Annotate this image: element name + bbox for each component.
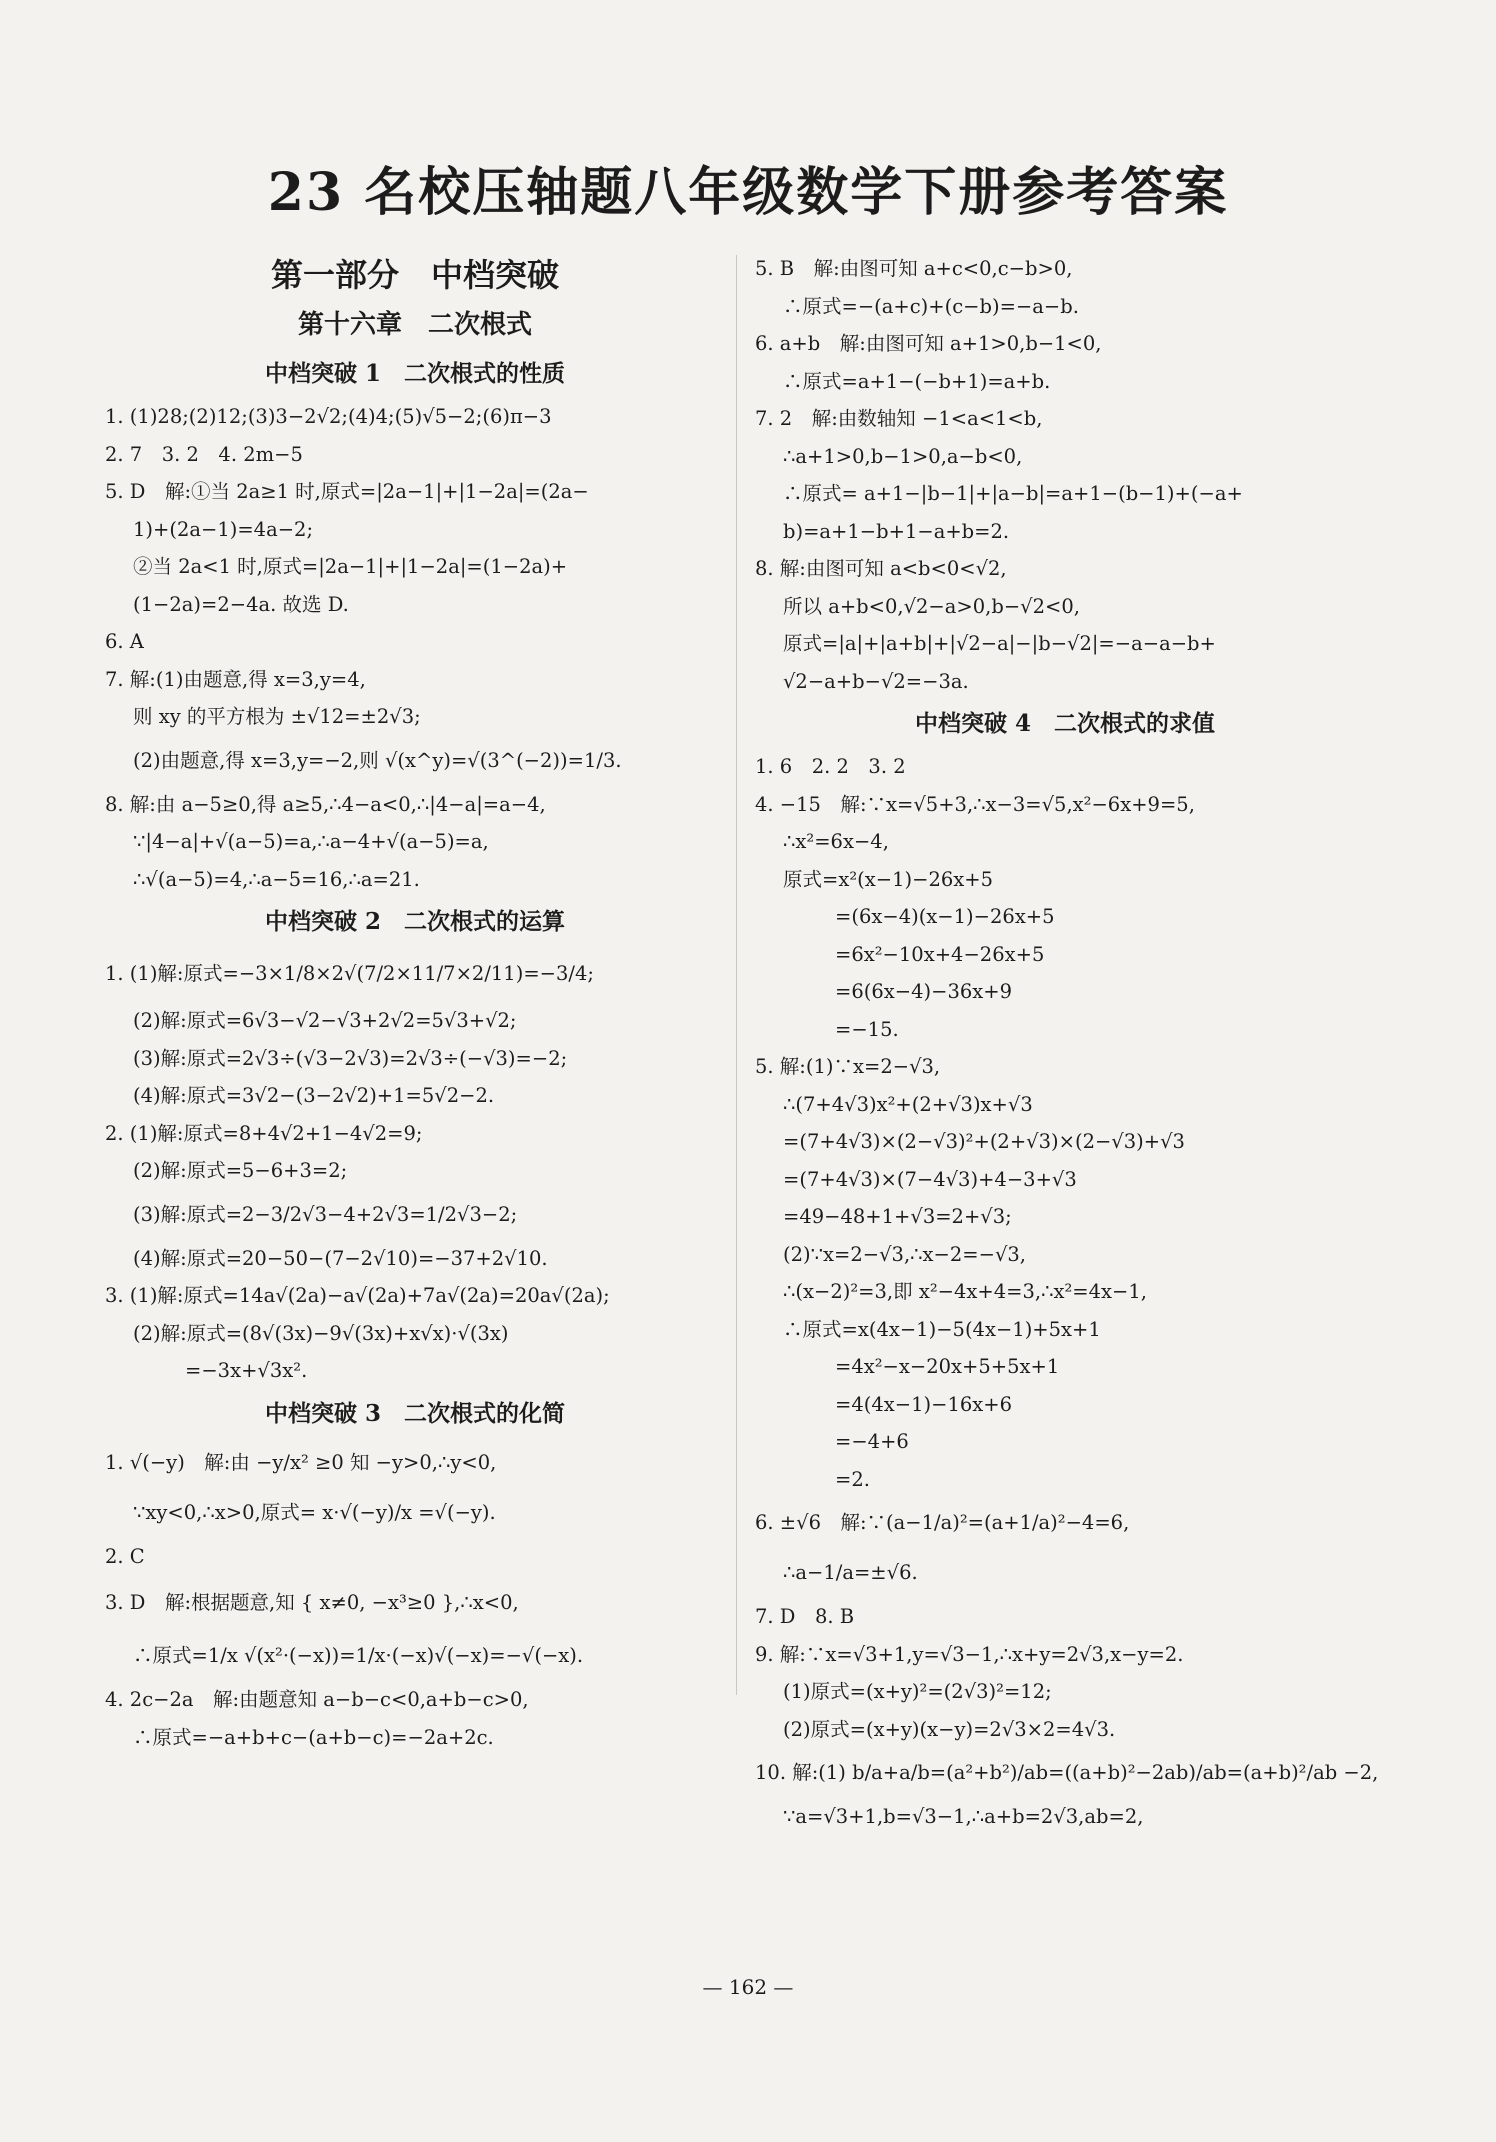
answer-block	[755, 250, 1375, 700]
answer-line: ∴原式= a+1−|b−1|+|a−b|=a+1−(b−1)+(−a+	[783, 482, 1243, 505]
answer-line: =−3x+√3x².	[185, 1359, 308, 1382]
answer-line: 1. (1)28;(2)12;(3)3−2√2;(4)4;(5)√5−2;(6)π−3	[105, 405, 552, 428]
answer-line: ∵a=√3+1,b=√3−1,∴a+b=2√3,ab=2,	[783, 1805, 1144, 1828]
answer-line: ∴原式=−a+b+c−(a+b−c)=−2a+2c.	[133, 1725, 494, 1749]
answer-line: 3. (1)解:原式=14a√(2a)−a√(2a)+7a√(2a)=20a√(2a);	[105, 1284, 610, 1307]
answer-line: 9. 解:∵x=√3+1,y=√3−1,∴x+y=2√3,x−y=2.	[755, 1642, 1184, 1666]
answer-line: ∴原式=a+1−(−b+1)=a+b.	[783, 369, 1051, 393]
answer-line: 5. 解:(1)∵x=2−√3,	[755, 1055, 941, 1078]
right-column	[755, 250, 1379, 1836]
section-heading: 中档突破 1 二次根式的性质	[264, 360, 565, 387]
answer-line: ∴原式=1/x √(x²·(−x))=1/x·(−x)√(−x)=−√(−x).	[133, 1644, 584, 1667]
answer-line: 6. A	[105, 630, 144, 653]
answer-line: 1. (1)解:原式=−3×1/8×2√(7/2×11/7×2/11)=−3/4;	[105, 962, 594, 985]
answer-line: 原式=x²(x−1)−26x+5	[783, 867, 994, 891]
answer-line: 5. D 解:①当 2a≥1 时,原式=|2a−1|+|1−2a|=(2a−	[105, 480, 589, 503]
page-number: — 162 —	[702, 1975, 794, 1999]
answer-line: (2)解:原式=6√3−√2−√3+2√2=5√3+√2;	[133, 1009, 517, 1032]
answer-line: =(7+4√3)×(7−4√3)+4−3+√3	[783, 1167, 1077, 1191]
answer-line: =(7+4√3)×(2−√3)²+(2+√3)×(2−√3)+√3	[783, 1130, 1185, 1153]
answer-line: 8. 解:由图可知 a<b<0<√2,	[755, 557, 1007, 580]
chapter-heading: 第十六章 二次根式	[297, 310, 532, 340]
answer-line: (2)原式=(x+y)(x−y)=2√3×2=4√3.	[783, 1717, 1116, 1741]
answer-line: 5. B 解:由图可知 a+c<0,c−b>0,	[755, 257, 1073, 280]
answer-line: =4x²−x−20x+5+5x+1	[835, 1355, 1060, 1378]
answer-line: ∴(x−2)²=3,即 x²−4x+4=3,∴x²=4x−1,	[783, 1280, 1147, 1303]
answer-line: (2)∵x=2−√3,∴x−2=−√3,	[783, 1242, 1026, 1266]
answer-line: 3. D 解:根据题意,知 { x≠0, −x³≥0 },∴x<0,	[105, 1591, 519, 1614]
answer-line: ∴x²=6x−4,	[783, 830, 889, 853]
answer-line: 原式=|a|+|a+b|+|√2−a|−|b−√2|=−a−a−b+	[783, 632, 1216, 655]
answer-line: =−4+6	[835, 1430, 909, 1453]
answer-line: (1)原式=(x+y)²=(2√3)²=12;	[783, 1680, 1052, 1703]
section-heading: 中档突破 2 二次根式的运算	[264, 908, 565, 935]
answer-block	[105, 946, 725, 1390]
answer-line: (3)解:原式=2−3/2√3−4+2√3=1/2√3−2;	[133, 1202, 518, 1226]
answer-line: (2)由题意,得 x=3,y=−2,则 √(x^y)=√(3^(−2))=1/3.	[133, 748, 622, 772]
answer-block	[105, 1438, 725, 1757]
part-heading: 第一部分 中档突破	[270, 256, 559, 294]
answer-line: (4)解:原式=20−50−(7−2√10)=−37+2√10.	[133, 1246, 548, 1270]
answer-line: 2. C	[105, 1544, 145, 1568]
answer-line: 1)+(2a−1)=4a−2;	[133, 517, 314, 541]
answer-line: (2)解:原式=5−6+3=2;	[133, 1159, 348, 1182]
section-heading: 中档突破 4 二次根式的求值	[914, 710, 1215, 737]
answer-line: (3)解:原式=2√3÷(√3−2√3)=2√3÷(−√3)=−2;	[133, 1046, 568, 1070]
page-title: 23 名校压轴题八年级数学下册参考答案	[267, 162, 1229, 223]
answer-line: ②当 2a<1 时,原式=|2a−1|+|1−2a|=(1−2a)+	[133, 555, 568, 578]
answer-line: 1. √(−y) 解:由 −y/x² ≥0 知 −y>0,∴y<0,	[105, 1450, 497, 1474]
column-divider	[736, 255, 737, 1695]
answer-line: ∵xy<0,∴x>0,原式= x·√(−y)/x =√(−y).	[133, 1500, 496, 1524]
answer-line: =49−48+1+√3=2+√3;	[783, 1205, 1012, 1228]
answer-line: =6x²−10x+4−26x+5	[835, 942, 1045, 966]
answer-line: 2. 7 3. 2 4. 2m−5	[105, 442, 303, 466]
left-column	[105, 250, 725, 1756]
answer-line: ∴a−1/a=±√6.	[783, 1561, 918, 1584]
answer-line: (2)解:原式=(8√(3x)−9√(3x)+x√x)·√(3x)	[133, 1321, 509, 1345]
answer-line: ∴(7+4√3)x²+(2+√3)x+√3	[783, 1092, 1033, 1116]
answer-line: 4. −15 解:∵x=√5+3,∴x−3=√5,x²−6x+9=5,	[755, 792, 1195, 816]
answer-line: ∴a+1>0,b−1>0,a−b<0,	[783, 444, 1023, 468]
answer-block	[755, 748, 1379, 1836]
answer-line: ∴原式=−(a+c)+(c−b)=−a−b.	[783, 294, 1079, 318]
answer-line: 则 xy 的平方根为 ±√12=±2√3;	[133, 705, 421, 728]
answer-block	[105, 398, 725, 898]
answer-line: b)=a+1−b+1−a+b=2.	[783, 519, 1010, 543]
answer-line: 4. 2c−2a 解:由题意知 a−b−c<0,a+b−c>0,	[105, 1688, 529, 1711]
answer-line: ∵|4−a|+√(a−5)=a,∴a−4+√(a−5)=a,	[133, 830, 489, 853]
answer-line: 2. (1)解:原式=8+4√2+1−4√2=9;	[105, 1121, 423, 1145]
answer-line: =(6x−4)(x−1)−26x+5	[835, 905, 1055, 928]
answer-line: 所以 a+b<0,√2−a>0,b−√2<0,	[783, 594, 1080, 618]
answer-line: =−15.	[835, 1017, 899, 1041]
answer-line: √2−a+b−√2=−3a.	[783, 669, 969, 693]
answer-line: =6(6x−4)−36x+9	[835, 980, 1013, 1003]
answer-line: ∴√(a−5)=4,∴a−5=16,∴a=21.	[133, 867, 420, 891]
answer-line: (4)解:原式=3√2−(3−2√2)+1=5√2−2.	[133, 1084, 495, 1107]
answer-line: 8. 解:由 a−5≥0,得 a≥5,∴4−a<0,∴|4−a|=a−4,	[105, 792, 546, 816]
answer-line: (1−2a)=2−4a. 故选 D.	[133, 592, 349, 616]
answer-line: ∴原式=x(4x−1)−5(4x−1)+5x+1	[783, 1317, 1101, 1341]
answer-line: 7. 2 解:由数轴知 −1<a<1<b,	[755, 407, 1043, 430]
answer-line: 7. 解:(1)由题意,得 x=3,y=4,	[105, 667, 366, 691]
answer-line: =2.	[835, 1467, 870, 1491]
section-heading: 中档突破 3 二次根式的化简	[264, 1399, 565, 1427]
answer-line: 7. D 8. B	[755, 1605, 855, 1628]
answer-line: 6. a+b 解:由图可知 a+1>0,b−1<0,	[755, 332, 1102, 355]
answer-line: 1. 6 2. 2 3. 2	[755, 755, 906, 778]
answer-line: =4(4x−1)−16x+6	[835, 1392, 1013, 1416]
answer-line: 10. 解:(1) b/a+a/b=(a²+b²)/ab=((a+b)²−2ab)/ab=(a+b)²/ab −2,	[755, 1761, 1379, 1784]
answer-line: 6. ±√6 解:∵(a−1/a)²=(a+1/a)²−4=6,	[755, 1511, 1130, 1534]
